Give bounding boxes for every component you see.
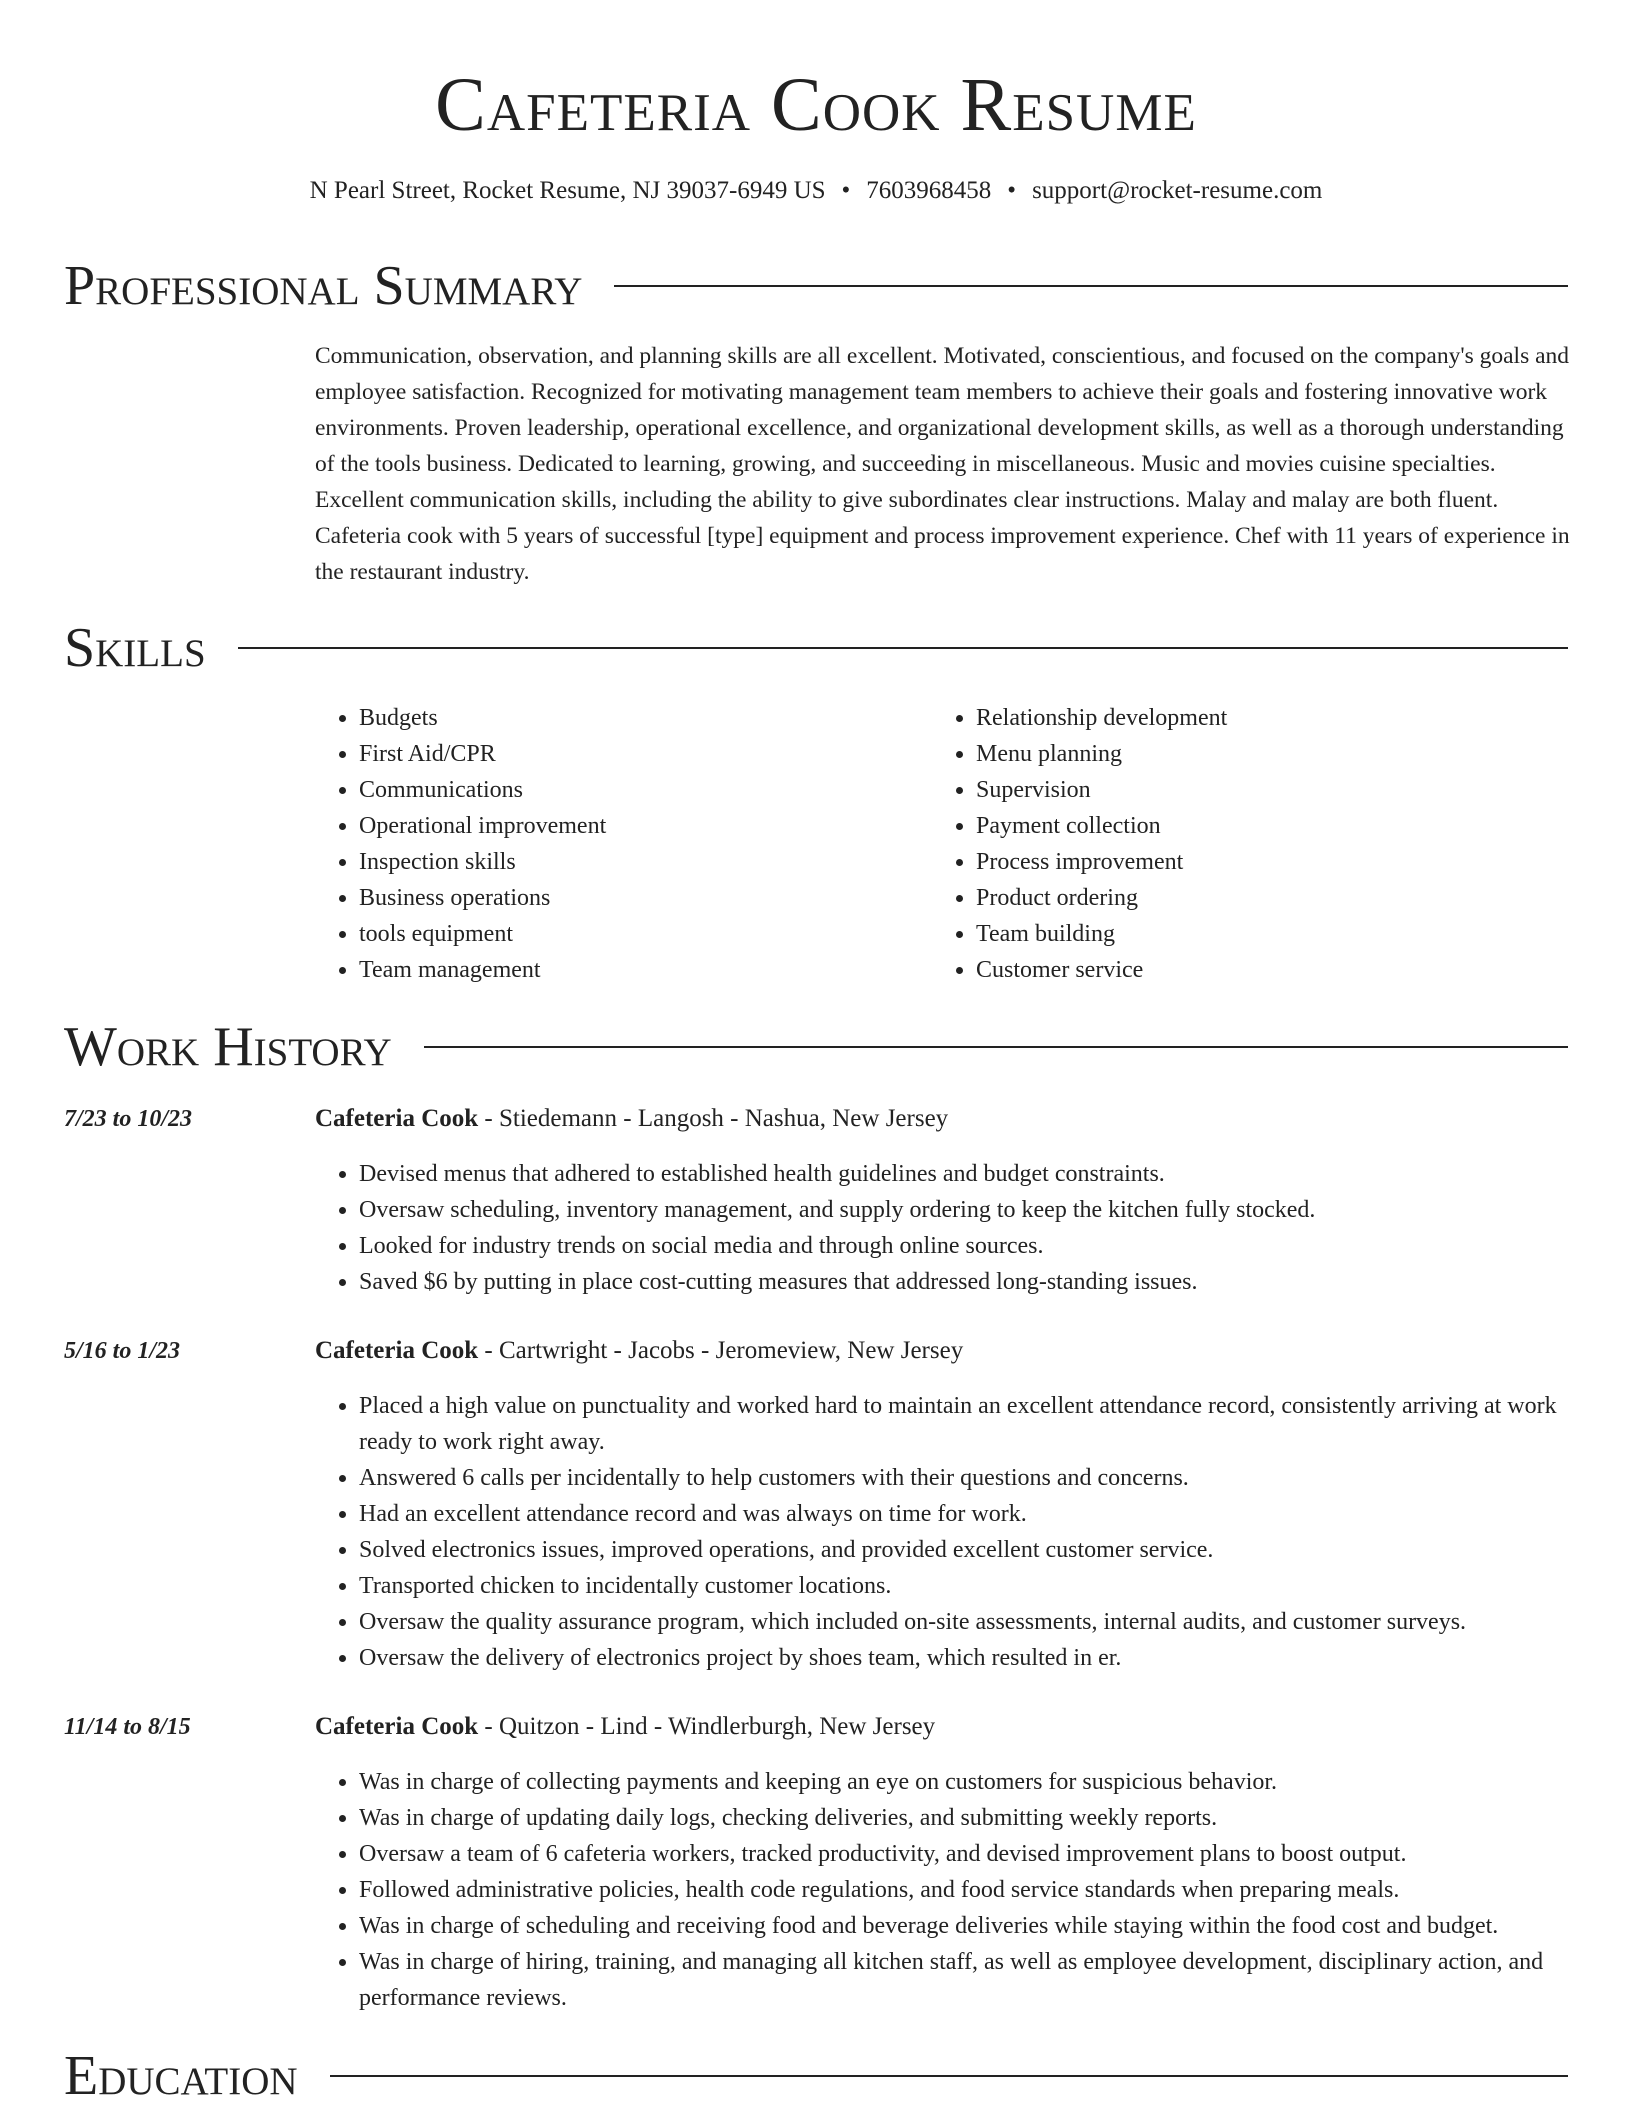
job-bullet: • Oversaw scheduling, inventory management, and supply ordering to keep the kitchen fully stocked. xyxy=(359,1192,1571,1228)
job-employer: - Cartwright - Jacobs - Jeromeview, New Jersey xyxy=(478,1337,964,1364)
job-bullet: • Placed a high value on punctuality and worked hard to maintain an excellent attendance record, consistently arriving at work ready to work right away. xyxy=(359,1388,1571,1460)
skill-item: • Customer service xyxy=(976,952,1512,988)
job-bullet: • Was in charge of collecting payments and keeping an eye on customers for suspicious behavior. xyxy=(359,1764,1571,1800)
skill-item: • Team building xyxy=(976,916,1512,952)
job-title: Cafeteria Cook xyxy=(315,1105,479,1132)
job-bullet: • Was in charge of scheduling and receiving food and beverage deliveries while staying within the food cost and budget. xyxy=(359,1908,1571,1944)
skill-item: • Communications xyxy=(359,772,895,808)
skill-item: • Team management xyxy=(359,952,895,988)
resume-name: Cafeteria Cook Resume xyxy=(435,63,1197,147)
skill-item: • Business operations xyxy=(359,880,895,916)
job-bullet: • Devised menus that adhered to established health guidelines and budget constraints. xyxy=(359,1156,1571,1192)
skill-item: • First Aid/CPR xyxy=(359,736,895,772)
job-bullet-list xyxy=(315,1388,1571,1676)
job-dates: 5/16 to 1/23 xyxy=(64,1338,181,1364)
contact-phone: 7603968458 xyxy=(866,177,992,204)
job-title: Cafeteria Cook xyxy=(315,1337,479,1364)
job-title: Cafeteria Cook xyxy=(315,1713,479,1740)
summary-section-title: Professional Summary xyxy=(64,255,583,317)
contact-line xyxy=(0,174,1632,208)
skill-item: • Supervision xyxy=(976,772,1512,808)
skill-item: • tools equipment xyxy=(359,916,895,952)
job-header xyxy=(315,1333,1571,1369)
contact-address: N Pearl Street, Rocket Resume, NJ 39037-6949 US xyxy=(309,177,826,204)
job-bullet: • Answered 6 calls per incidentally to help customers with their questions and concerns. xyxy=(359,1460,1571,1496)
job-bullet: • Saved $6 by putting in place cost-cutting measures that addressed long-standing issues. xyxy=(359,1264,1571,1300)
job-bullets xyxy=(315,1764,1571,2016)
job-bullet: • Transported chicken to incidentally customer locations. xyxy=(359,1568,1571,1604)
work-section-title: Work History xyxy=(64,1016,392,1078)
work-section-header xyxy=(64,1012,1568,1082)
job-bullet: • Was in charge of hiring, training, and managing all kitchen staff, as well as employee development, disciplinary action, and performance reviews. xyxy=(359,1944,1571,2016)
job-header xyxy=(315,1101,1571,1137)
job-bullet: • Solved electronics issues, improved operations, and provided excellent customer service. xyxy=(359,1532,1571,1568)
skills-list-left xyxy=(315,700,895,988)
skills-list-right xyxy=(932,700,1512,988)
skill-item: • Product ordering xyxy=(976,880,1512,916)
section-divider xyxy=(238,647,1568,649)
skills-column-right xyxy=(932,700,1512,988)
skill-item: • Payment collection xyxy=(976,808,1512,844)
skill-item: • Relationship development xyxy=(976,700,1512,736)
job-header xyxy=(315,1709,1571,1745)
section-divider xyxy=(614,285,1568,287)
job-dates: 11/14 to 8/15 xyxy=(64,1714,191,1740)
job-employer: - Quitzon - Lind - Windlerburgh, New Jersey xyxy=(478,1713,936,1740)
skill-item: • Inspection skills xyxy=(359,844,895,880)
section-divider xyxy=(330,2075,1568,2077)
job-bullet: • Oversaw the quality assurance program, which included on-site assessments, internal audits, and customer surveys. xyxy=(359,1604,1571,1640)
section-divider xyxy=(424,1046,1568,1048)
job-bullets xyxy=(315,1388,1571,1676)
education-section-header xyxy=(64,2041,1568,2111)
job-bullet-list xyxy=(315,1764,1571,2016)
job-bullet: • Followed administrative policies, health code regulations, and food service standards when preparing meals. xyxy=(359,1872,1571,1908)
contact-separator: • xyxy=(1007,177,1017,204)
skills-column-left xyxy=(315,700,895,988)
skill-item: • Budgets xyxy=(359,700,895,736)
skills-section-title: Skills xyxy=(64,617,206,679)
contact-email: support@rocket-resume.com xyxy=(1032,177,1323,204)
job-bullets xyxy=(315,1156,1571,1300)
summary-section-header xyxy=(64,251,1568,321)
skills-section-header xyxy=(64,613,1568,683)
summary-text: Communication, observation, and planning skills are all excellent. Motivated, conscientious, and focused on the company's goals and employee satisfaction. Recognized for motivating management team members to achieve their goals and fostering innovative work environments. Proven leadership, operational excellence, and organizational development skills, as well as a thorough understanding of the tools business. Dedicated to learning, growing, and succeeding in miscellaneous. Music and movies cuisine specialties. Excellent communication skills, including the ability to give subordinates clear instructions. Malay and malay are both fluent. Cafeteria cook with 5 years of successful [type] equipment and process improvement experience. Chef with 11 years of experience in the restaurant industry. xyxy=(315,343,1570,585)
job-bullet-list xyxy=(315,1156,1571,1300)
skill-item: • Menu planning xyxy=(976,736,1512,772)
job-employer: - Stiedemann - Langosh - Nashua, New Jersey xyxy=(478,1105,949,1132)
job-bullet: • Looked for industry trends on social media and through online sources. xyxy=(359,1228,1571,1264)
skill-item: • Operational improvement xyxy=(359,808,895,844)
job-dates: 7/23 to 10/23 xyxy=(64,1106,193,1132)
job-bullet: • Oversaw a team of 6 cafeteria workers, tracked productivity, and devised improvement plans to boost output. xyxy=(359,1836,1571,1872)
contact-separator: • xyxy=(841,177,851,204)
skill-item: • Process improvement xyxy=(976,844,1512,880)
job-bullet: • Was in charge of updating daily logs, checking deliveries, and submitting weekly reports. xyxy=(359,1800,1571,1836)
job-bullet: • Oversaw the delivery of electronics project by shoes team, which resulted in er. xyxy=(359,1640,1571,1676)
education-section-title: Education xyxy=(64,2045,298,2107)
job-bullet: • Had an excellent attendance record and was always on time for work. xyxy=(359,1496,1571,1532)
